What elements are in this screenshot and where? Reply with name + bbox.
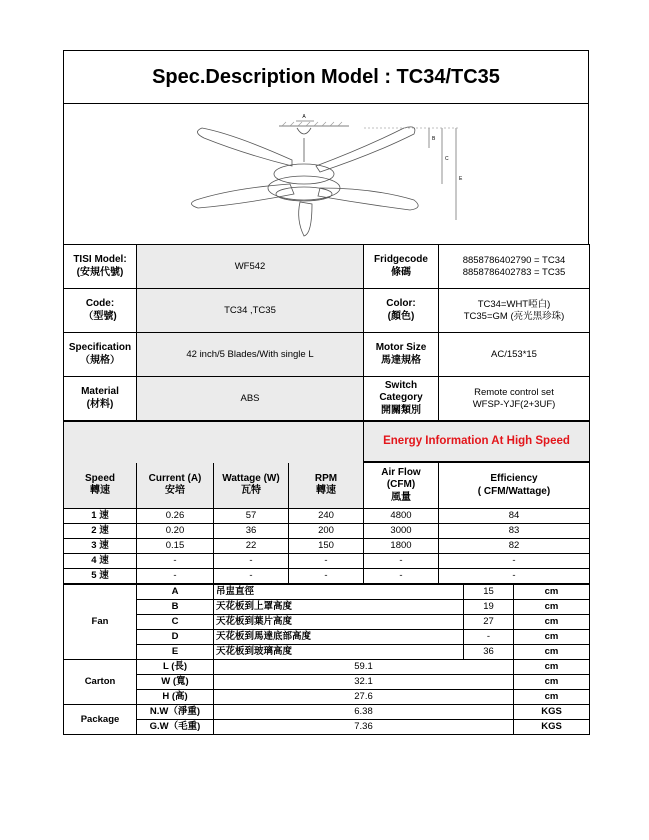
current-cell: - [137,554,214,569]
fan-desc: 天花板到馬達底部高度 [214,630,464,645]
fan-desc: 天花板到葉片高度 [214,615,464,630]
fan-drawing [63,103,589,244]
carton-unit: cm [514,690,590,705]
fan-desc: 天花板到上罩高度 [214,600,464,615]
fan-unit: cm [514,585,590,600]
dim-c-label: C [445,156,449,162]
motor-size-value: AC/153*15 [439,333,590,377]
wattage-cell: - [214,554,289,569]
package-label: Package [64,705,137,735]
ceiling-fan-diagram [64,104,588,244]
switch-category-label: Switch Category 開關類別 [364,377,439,421]
carton-unit: cm [514,675,590,690]
airflow-cell: - [364,554,439,569]
efficiency-header: Efficiency ( CFM/Wattage) [439,463,590,509]
rpm-cell: - [289,554,364,569]
specification-value: 42 inch/5 Blades/With single L [137,333,364,377]
package-unit: KGS [514,720,590,735]
carton-code: H (高) [137,690,214,705]
color-label: Color: (顏色) [364,289,439,333]
speed-cell: 1 速 [64,509,137,524]
energy-heading: Energy Information At High Speed [364,422,590,462]
airflow-cell: 3000 [364,524,439,539]
code-label: Code: （型號) [64,289,137,333]
fan-label: Fan [64,585,137,660]
switch-category-value: Remote control set WFSP-YJF(2+3UF) [439,377,590,421]
fan-value: 19 [464,600,514,615]
carton-unit: cm [514,660,590,675]
fridgecode-value: 8858786402790 = TC34 8858786402783 = TC35 [439,245,590,289]
current-header: Current (A) 安培 [137,463,214,509]
carton-code: W (寬) [137,675,214,690]
fan-value: - [464,630,514,645]
code-value: TC34 ,TC35 [137,289,364,333]
tisi-value: WF542 [137,245,364,289]
efficiency-cell: 83 [439,524,590,539]
tisi-label: TISI Model: (安規代號) [64,245,137,289]
wattage-cell: 22 [214,539,289,554]
fan-unit: cm [514,645,590,660]
package-value: 7.36 [214,720,514,735]
dim-b-label: B [432,136,436,142]
speed-cell: 4 速 [64,554,137,569]
fan-value: 27 [464,615,514,630]
wattage-header: Wattage (W) 瓦特 [214,463,289,509]
fridgecode-label: Fridgecode 條碼 [364,245,439,289]
speed-row [64,569,590,584]
fan-code: A [137,585,214,600]
carton-label: Carton [64,660,137,705]
page-title: Spec.Description Model : TC34/TC35 [63,50,589,103]
airflow-cell: 4800 [364,509,439,524]
current-cell: - [137,569,214,584]
dimensions-table [63,584,590,735]
fan-code: B [137,600,214,615]
fan-code: E [137,645,214,660]
spec-sheet [63,50,589,735]
carton-value: 59.1 [214,660,514,675]
rpm-cell: 150 [289,539,364,554]
package-value: 6.38 [214,705,514,720]
wattage-cell: - [214,569,289,584]
info-table [63,244,590,421]
rpm-cell: 240 [289,509,364,524]
energy-table [63,421,590,584]
package-code: G.W（毛重) [137,720,214,735]
speed-cell: 2 速 [64,524,137,539]
fan-value: 36 [464,645,514,660]
current-cell: 0.15 [137,539,214,554]
motor-size-label: Motor Size 馬達規格 [364,333,439,377]
airflow-header: Air Flow (CFM) 風量 [364,463,439,509]
package-code: N.W（淨重) [137,705,214,720]
speed-cell: 5 速 [64,569,137,584]
fan-desc: 天花板到玻璃高度 [214,645,464,660]
fan-code: C [137,615,214,630]
carton-value: 27.6 [214,690,514,705]
fan-desc: 吊盅直徑 [214,585,464,600]
speed-header: Speed 轉速 [64,463,137,509]
specification-label: Specification （規格） [64,333,137,377]
dim-e-label: E [459,176,463,182]
speed-row [64,539,590,554]
speed-row [64,524,590,539]
wattage-cell: 57 [214,509,289,524]
carton-code: L (長) [137,660,214,675]
rpm-cell: - [289,569,364,584]
wattage-cell: 36 [214,524,289,539]
package-unit: KGS [514,705,590,720]
speed-row [64,509,590,524]
speed-cell: 3 速 [64,539,137,554]
efficiency-cell: - [439,569,590,584]
efficiency-cell: - [439,554,590,569]
fan-unit: cm [514,630,590,645]
speed-row [64,554,590,569]
fan-unit: cm [514,615,590,630]
dim-a-label: A [302,114,306,120]
fan-unit: cm [514,600,590,615]
efficiency-cell: 82 [439,539,590,554]
airflow-cell: 1800 [364,539,439,554]
carton-value: 32.1 [214,675,514,690]
efficiency-cell: 84 [439,509,590,524]
current-cell: 0.26 [137,509,214,524]
color-value: TC34=WHT啞白) TC35=GM (亮光黑珍珠) [439,289,590,333]
material-value: ABS [137,377,364,421]
airflow-cell: - [364,569,439,584]
material-label: Material (材料) [64,377,137,421]
fan-value: 15 [464,585,514,600]
rpm-header: RPM 轉速 [289,463,364,509]
current-cell: 0.20 [137,524,214,539]
rpm-cell: 200 [289,524,364,539]
fan-code: D [137,630,214,645]
